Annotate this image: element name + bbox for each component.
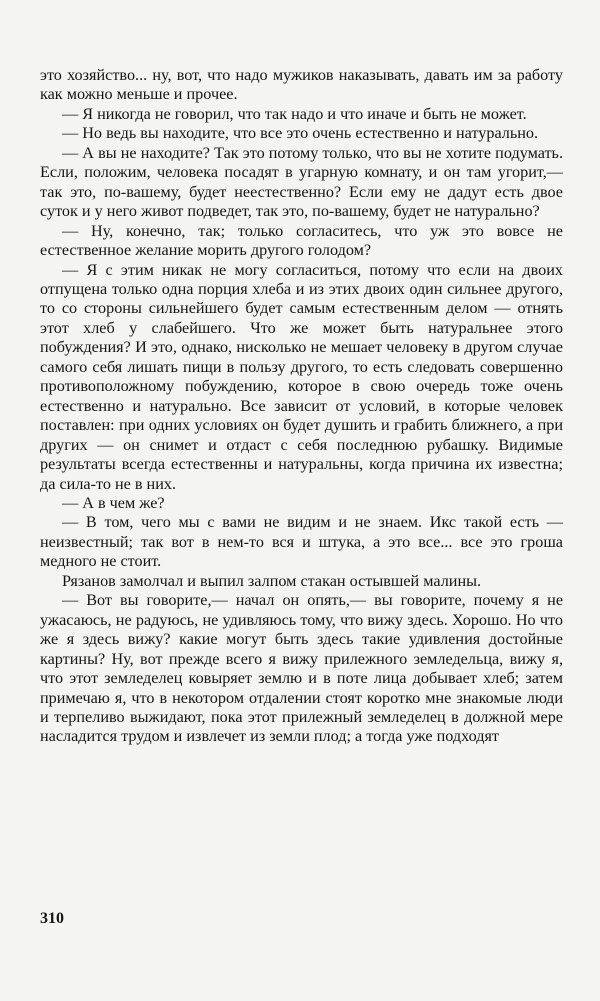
page-text [40, 66, 563, 747]
paragraph: — В том, чего мы с вами не видим и не знаем. Икс такой есть — неизвестный; так вот в нем-то вся и штука, а это все... все это гроша медного не стоит. [40, 513, 563, 571]
paragraph: это хозяйство... ну, вот, что надо мужиков наказывать, давать им за работу как можно меньше и прочее. [40, 66, 563, 104]
paragraph: — А в чем же? [62, 493, 165, 512]
paragraph: — Я с этим никак не могу согласиться, потому что если на двоих отпущена только одна порция хлеба и из этих двоих один сильнее другого, то со стороны сильнейшего будет самым естественным делом — отнять этот хлеб у слабейшего. Что же может быть натуральнее этого побуждения? И это, однако, нисколько не мешает человеку в другом случае самого себя лишать пищи в пользу другого, то есть следовать совершенно противоположному побуждению, которое в свою очередь тоже очень естественно и натурально. Все зависит от условий, в которые человек поставлен: при одних условиях он будет душить и грабить ближнего, а при других — он снимет и отдаст с себя последнюю рубашку. Видимые результаты всегда естественны и натуральны, когда причина их известна; да сила-то не в них. [40, 260, 563, 493]
paragraph: — Но ведь вы находите, что все это очень естественно и натурально. [62, 124, 539, 143]
paragraph: — Ну, конечно, так; только согласитесь, что уж это вовсе не естественное желание морить другого голодом? [40, 221, 563, 260]
paragraph: — Вот вы говорите,— начал он опять,— вы говорите, почему я не ужасаюсь, не радуюсь, не удивляюсь тому, что вижу здесь. Хорошо. Но что же я здесь вижу? какие могут быть здесь такие удивления достойные картины? Ну, вот прежде всего я вижу прилежного земледельца, вижу я, что этот земледелец ковыряет землю и в поте лица добывает хлеб; затем примечаю я, что в некотором отдалении стоят коротко мне знакомые люди и терпеливо выжидают, пока этот прилежный земледелец в должной мере насладится трудом и извлечет из земли плод; а тогда уже подходят [40, 591, 563, 746]
paragraph: — А вы не находите? Так это потому только, что вы не хотите подумать. Если, положим, человека посадят в угарную комнату, и он там угорит,— так это, по-вашему, будет неестественно? Если ему не дадут есть двое суток и у него живот подведет, так это, по-вашему, будет не натурально? [40, 143, 563, 221]
paragraph: — Я никогда не говорил, что так надо и что иначе и быть не может. [62, 104, 527, 123]
paragraph: Рязанов замолчал и выпил залпом стакан остывшей малины. [62, 571, 482, 590]
page-number: 310 [40, 910, 64, 927]
